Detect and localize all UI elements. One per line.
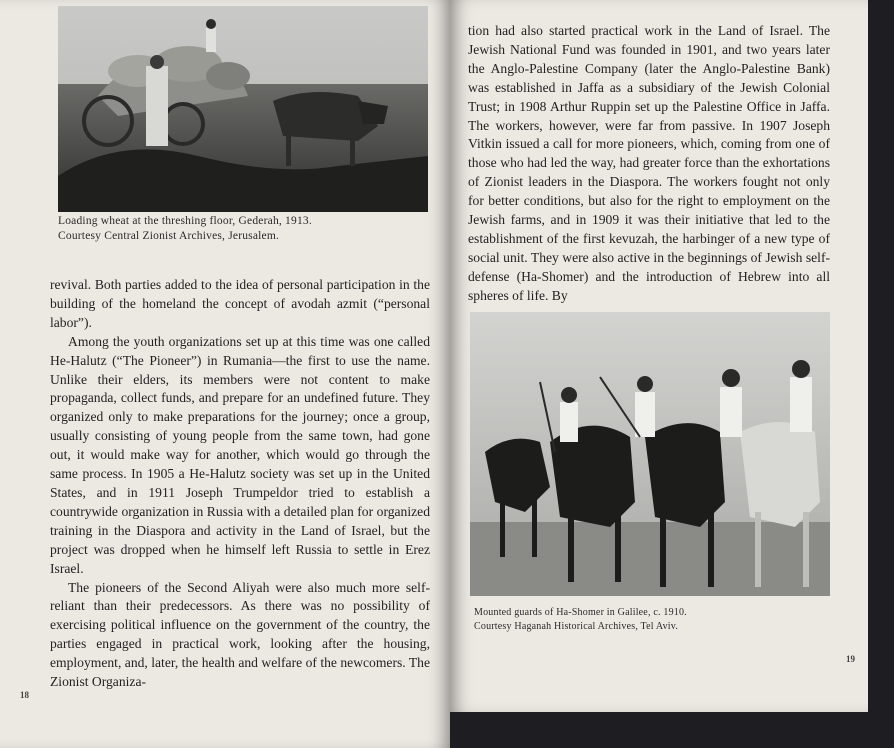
wheat-loading-photo bbox=[58, 6, 428, 212]
right-body-text bbox=[468, 22, 830, 306]
caption-line: Loading wheat at the threshing floor, Gederah, 1913. bbox=[58, 215, 312, 227]
left-body-text bbox=[50, 276, 430, 692]
paragraph: Among the youth organizations set up at this time was one called He-Halutz (“The Pioneer”) in Rumania—the first to use the name. Unlike their elders, its members were not content to make propaganda, collect funds, and prepare for an undefined future. They organized only to make preparations for the journey; once a group, usually consisting of young people from the same town, had gone out, it would make way for another, which would go through the same process. In 1905 a He-Halutz society was set up in the United States, and in 1911 Joseph Trumpeldor tried to establish a countrywide organization in Russia with a detailed plan for organized training in the Diaspora and activity in the Land of Israel, but the project was dropped when he himself left Russia to settle in Erez Israel. bbox=[50, 333, 430, 576]
right-page bbox=[450, 0, 868, 712]
paragraph: The pioneers of the Second Aliyah were also much more self-reliant than their predecessors. As there was no possibility of exercising political influence on the government of the country, the parties engaged in practical work, looking after the housing, employment, and, later, the health and welfare of the newcomers. The Zionist Organiza- bbox=[50, 579, 430, 690]
paragraph: tion had also started practical work in the Land of Israel. The Jewish National Fund was founded in 1901, and two years later the Anglo-Palestine Company (later the Anglo-Palestine Bank) was established in Jaffa as a subsidiary of the Jewish Colonial Trust; in 1908 Arthur Ruppin set up the Palestine Office in Jaffa. The workers, however, were far from passive. In 1907 Joseph Vitkin issued a call for more pioneers, which, coming from one of those who had led the way, had greater force than the exhortations of Zionist leaders in the Diaspora. The workers fought not only for better conditions, but also for the right to employment on the Jewish farms, and in 1909 it was their initiative that led to the establishment of the first kevuzah, the harbinger of a new type of social unit. They were also active in the beginnings of Jewish self-defense (Ha-Shomer) and the introduction of Hebrew into all spheres of life. By bbox=[468, 23, 830, 303]
photo-caption bbox=[474, 606, 824, 634]
caption-line: Courtesy Haganah Historical Archives, Tel Aviv. bbox=[474, 621, 679, 632]
page-number: 19 bbox=[846, 654, 855, 664]
caption-line: Mounted guards of Ha-Shomer in Galilee, c. 1910. bbox=[474, 607, 687, 618]
paragraph: revival. Both parties added to the idea of personal participation in the building of the homeland the concept of avodah azmit (“personal labor”). bbox=[50, 277, 430, 330]
caption-line: Courtesy Central Zionist Archives, Jerusalem. bbox=[58, 230, 280, 242]
mounted-guards-photo bbox=[470, 312, 830, 596]
page-number: 18 bbox=[20, 690, 29, 700]
photo-caption bbox=[58, 214, 428, 244]
